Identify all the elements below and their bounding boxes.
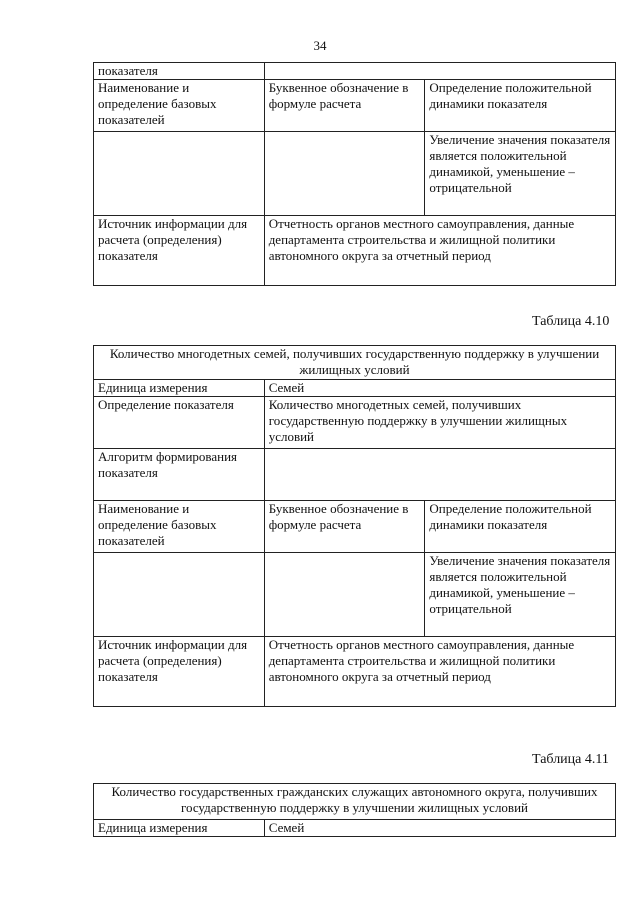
unit-label: Единица измерения bbox=[94, 820, 265, 837]
table-411 bbox=[93, 783, 616, 837]
table-row bbox=[94, 63, 616, 80]
table-row bbox=[94, 501, 616, 553]
table-row bbox=[94, 380, 616, 397]
table-row bbox=[94, 820, 616, 837]
base-header-symbol: Буквенное обозначение в формуле расчета bbox=[264, 80, 425, 132]
table-row bbox=[94, 346, 616, 380]
algorithm-value bbox=[264, 449, 615, 501]
table-410 bbox=[93, 345, 616, 707]
table-row bbox=[94, 784, 616, 820]
base-value-dynamics: Увеличение значения показателя является положительной динамикой, уменьшение – отрицательной bbox=[425, 132, 616, 216]
row-tail-value bbox=[264, 63, 615, 80]
definition-value: Количество многодетных семей, получивших государственную поддержку в улучшении жилищных условий bbox=[264, 397, 615, 449]
base-header-name: Наименование и определение базовых показателей bbox=[94, 501, 265, 553]
source-value: Отчетность органов местного самоуправления, данные департамента строительства и жилищной политики автономного округа за отчетный период bbox=[264, 637, 615, 707]
table-row bbox=[94, 132, 616, 216]
table-row bbox=[94, 637, 616, 707]
caption-table-410: Таблица 4.10 bbox=[532, 314, 610, 329]
base-value-name bbox=[94, 132, 265, 216]
table-continued bbox=[93, 62, 616, 286]
unit-label: Единица измерения bbox=[94, 380, 265, 397]
table-row bbox=[94, 449, 616, 501]
base-value-name bbox=[94, 553, 265, 637]
base-header-dynamics: Определение положительной динамики показателя bbox=[425, 80, 616, 132]
base-value-symbol bbox=[264, 132, 425, 216]
row-tail-label: показателя bbox=[94, 63, 265, 80]
source-label: Источник информации для расчета (определения) показателя bbox=[94, 637, 265, 707]
source-value: Отчетность органов местного самоуправления, данные департамента строительства и жилищной политики автономного округа за отчетный период bbox=[264, 216, 615, 286]
table-title: Количество государственных гражданских служащих автономного округа, получивших государственную поддержку в улучшении жилищных условий bbox=[94, 784, 616, 820]
base-header-symbol: Буквенное обозначение в формуле расчета bbox=[264, 501, 425, 553]
table-title: Количество многодетных семей, получивших государственную поддержку в улучшении жилищных условий bbox=[94, 346, 616, 380]
base-header-name: Наименование и определение базовых показателей bbox=[94, 80, 265, 132]
base-header-dynamics: Определение положительной динамики показателя bbox=[425, 501, 616, 553]
base-value-symbol bbox=[264, 553, 425, 637]
table-row bbox=[94, 397, 616, 449]
base-value-dynamics: Увеличение значения показателя является положительной динамикой, уменьшение – отрицательной bbox=[425, 553, 616, 637]
algorithm-label: Алгоритм формирования показателя bbox=[94, 449, 265, 501]
unit-value: Семей bbox=[264, 820, 615, 837]
table-row bbox=[94, 553, 616, 637]
table-row bbox=[94, 80, 616, 132]
unit-value: Семей bbox=[264, 380, 615, 397]
page-number: 34 bbox=[313, 38, 327, 53]
table-row bbox=[94, 216, 616, 286]
source-label: Источник информации для расчета (определения) показателя bbox=[94, 216, 265, 286]
definition-label: Определение показателя bbox=[94, 397, 265, 449]
caption-table-411: Таблица 4.11 bbox=[532, 752, 609, 767]
